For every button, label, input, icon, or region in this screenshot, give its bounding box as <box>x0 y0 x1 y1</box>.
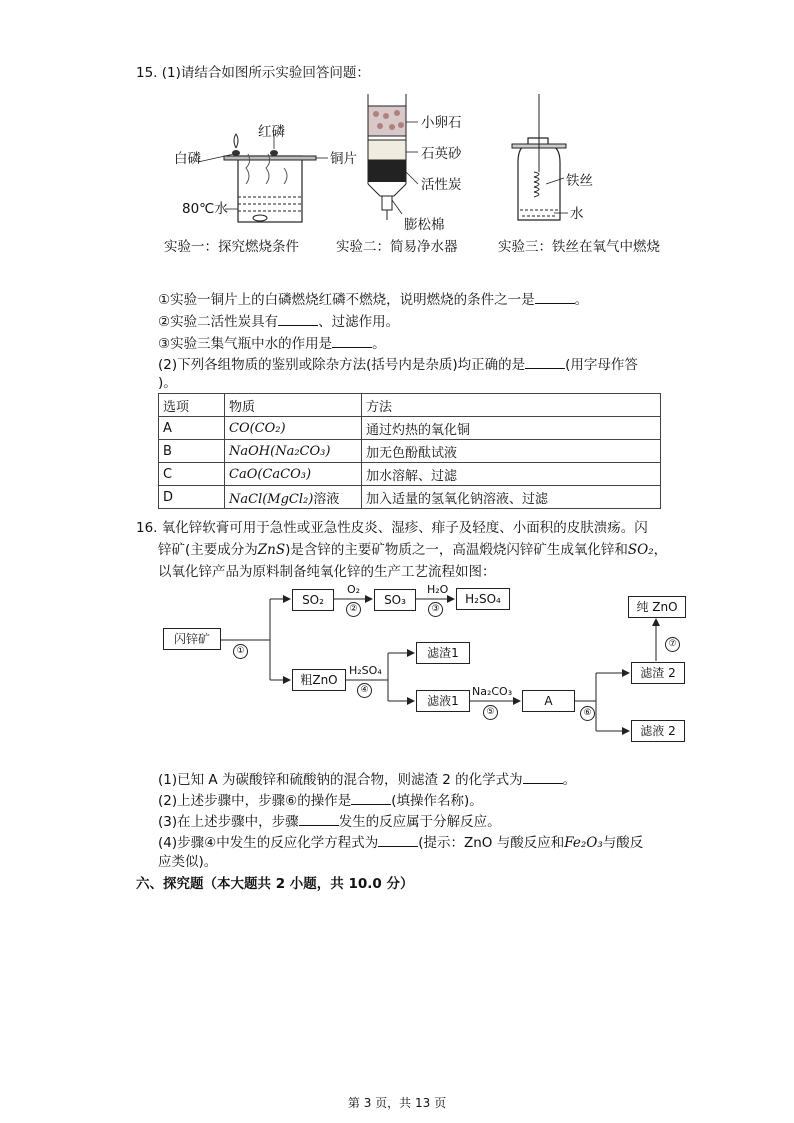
step-1-marker: ① <box>233 644 248 659</box>
q16-sub1: (1)已知 A 为碳酸锌和硫酸钠的混合物，则滤渣 2 的化学式为 。 <box>158 772 577 788</box>
header-substance: 物质 <box>225 394 362 417</box>
q15-sub2: (2)下列各组物质的鉴别或除杂方法(括号内是杂质)均正确的是 (用字母作答 <box>158 357 638 373</box>
q16-para-line3: 以氧化锌产品为原料制备纯氧化锌的生产工艺流程如图： <box>158 564 496 580</box>
answer-blank[interactable] <box>351 791 391 805</box>
header-method: 方法 <box>362 394 661 417</box>
flow-node-so3: SO₃ <box>374 589 416 611</box>
q16-sub2: (2)上述步骤中，步骤⑥的操作是 (填操作名称)。 <box>158 793 483 809</box>
answer-blank[interactable] <box>523 770 563 784</box>
caption-experiment3: 实验三：铁丝在氧气中燃烧 <box>498 239 660 255</box>
caption-experiment1: 实验一：探究燃烧条件 <box>164 239 299 255</box>
option-letter: C <box>159 463 225 486</box>
step-6-marker: ⑥ <box>580 706 595 721</box>
label-water: 水 <box>570 206 584 222</box>
flow-label-o2: O₂ <box>347 583 361 596</box>
answer-blank[interactable] <box>378 833 418 847</box>
flow-node-residue1: 滤渣1 <box>416 642 470 664</box>
flow-node-h2so4: H₂SO₄ <box>456 588 510 610</box>
label-pebble: 小卵石 <box>421 115 462 131</box>
label-80c-water: 80℃水 <box>182 201 228 217</box>
q16-para-line1: 16. 氧化锌软膏可用于急性或亚急性皮炎、湿疹、痱子及轻度、小面积的皮肤溃疡。闪 <box>136 520 648 536</box>
option-letter: A <box>159 417 225 440</box>
q16-sub4-end: 应类似)。 <box>158 854 218 870</box>
page-footer: 第 3 页，共 13 页 <box>347 1096 447 1110</box>
option-letter: D <box>159 486 225 509</box>
flow-node-filtrate1: 滤液1 <box>416 690 470 712</box>
step-7-marker: ⑦ <box>665 637 680 652</box>
substance-cell: NaOH(Na₂CO₃) <box>225 440 362 463</box>
substance-cell: CO(CO₂) <box>225 417 362 440</box>
method-cell: 加水溶解、过滤 <box>362 463 661 486</box>
flow-label-h2o: H₂O <box>427 583 449 596</box>
flow-label-na2co3: Na₂CO₃ <box>472 685 513 698</box>
answer-blank[interactable] <box>299 812 339 826</box>
label-cotton: 膨松棉 <box>404 217 445 233</box>
step-4-marker: ④ <box>357 683 372 698</box>
q16-sub3: (3)在上述步骤中，步骤 发生的反应属于分解反应。 <box>158 814 501 830</box>
flow-node-residue2: 滤渣 2 <box>631 662 685 684</box>
step-5-marker: ⑤ <box>483 705 498 720</box>
substance-cell: CaO(CaCO₃) <box>225 463 362 486</box>
step-3-marker: ③ <box>428 602 443 617</box>
label-red-phosphorus: 红磷 <box>258 124 285 140</box>
label-activated-carbon: 活性炭 <box>421 177 462 193</box>
flow-label-h2so4: H₂SO₄ <box>349 664 382 677</box>
label-quartz-sand: 石英砂 <box>421 146 462 162</box>
section-6-heading: 六、探究题（本大题共 2 小题，共 10.0 分） <box>136 876 414 892</box>
flow-node-pure-zno: 纯 ZnO <box>628 596 686 618</box>
label-white-phosphorus: 白磷 <box>174 151 201 167</box>
header-option: 选项 <box>159 394 225 417</box>
label-copper-plate: 铜片 <box>330 151 357 167</box>
label-iron-wire: 铁丝 <box>566 173 593 189</box>
q15-intro: 15. (1)请结合如图所示实验回答问题： <box>136 65 370 81</box>
flow-node-crude-zno: 粗ZnO <box>292 669 346 691</box>
method-cell: 加入适量的氢氧化钠溶液、过滤 <box>362 486 661 509</box>
flow-node-filtrate2: 滤液 2 <box>631 720 685 742</box>
method-cell: 加无色酚酞试液 <box>362 440 661 463</box>
flow-node-so2: SO₂ <box>292 589 334 611</box>
method-cell: 通过灼热的氧化铜 <box>362 417 661 440</box>
q16-para-line2: 锌矿(主要成分为ZnS)是含锌的主要矿物质之一，高温煅烧闪锌矿生成氧化锌和SO₂， <box>158 542 668 558</box>
substance-cell: NaCl(MgCl₂)溶液 <box>225 486 362 509</box>
caption-experiment2: 实验二：简易净水器 <box>336 239 458 255</box>
q16-sub4: (4)步骤④中发生的反应化学方程式为 (提示：ZnO 与酸反应和Fe₂O₃与酸反 <box>158 835 644 851</box>
q15-sub1-a: ①实验一铜片上的白磷燃烧红磷不燃烧，说明燃烧的条件之一是 。 <box>158 292 589 308</box>
option-letter: B <box>159 440 225 463</box>
q15-sub1-b: ②实验二活性炭具有 、过滤作用。 <box>158 314 400 330</box>
flow-node-ore: 闪锌矿 <box>163 628 221 650</box>
q15-sub1-c: ③实验三集气瓶中水的作用是 。 <box>158 336 386 352</box>
flow-node-a: A <box>522 690 575 712</box>
q15-sub2-end: )。 <box>158 375 177 391</box>
step-2-marker: ② <box>346 602 361 617</box>
